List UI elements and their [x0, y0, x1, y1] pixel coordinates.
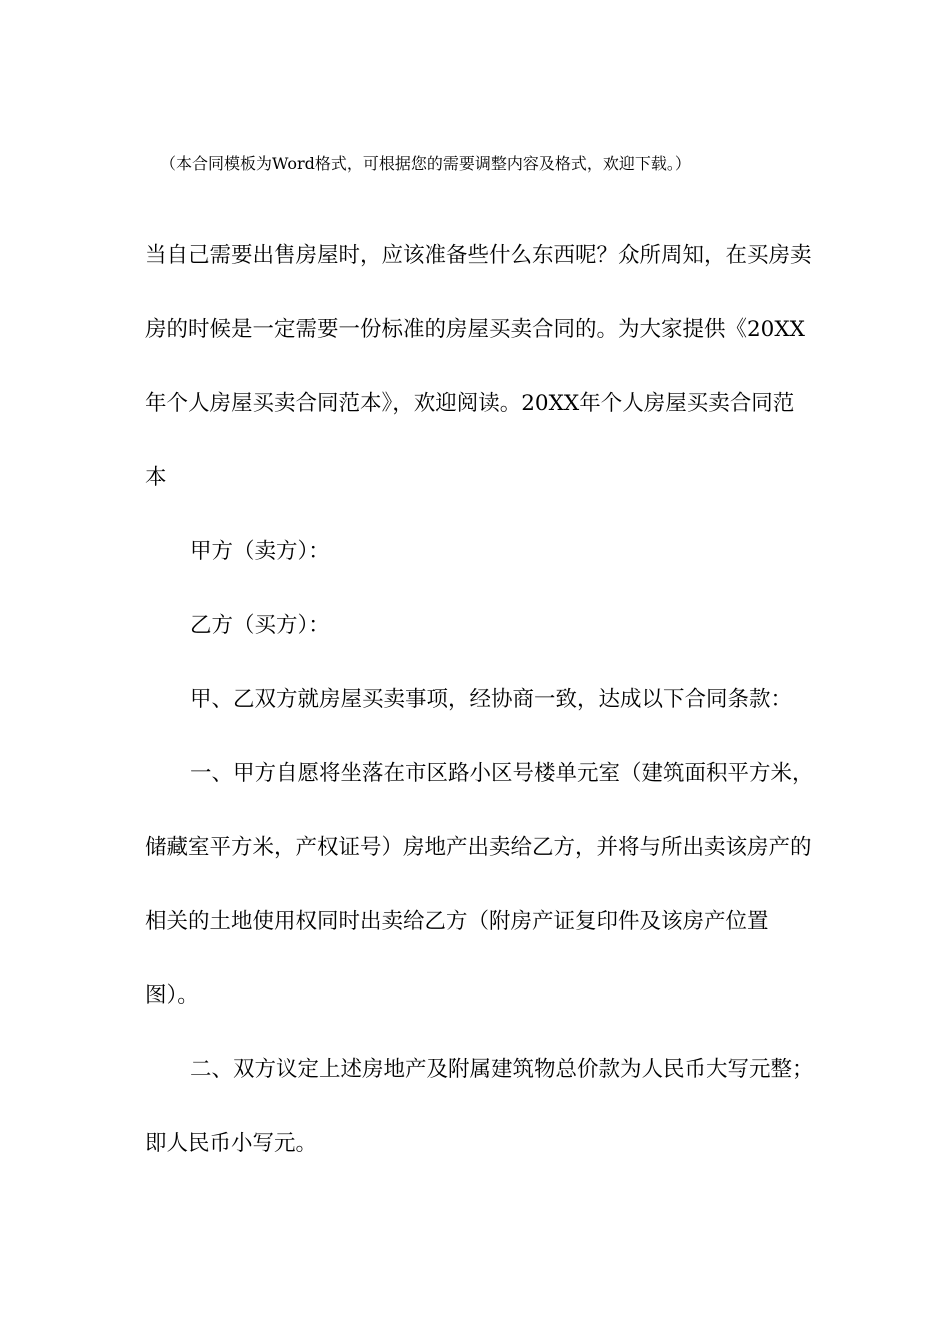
- clause-1-paragraph: 一、甲方自愿将坐落在市区路小区号楼单元室（建筑面积平方米，储藏室平方米，产权证号）房地产出卖给乙方，并将与所出卖该房产的相关的土地使用权同时出卖给乙方（附房产证复印件及该房产位置图）。: [145, 761, 814, 1008]
- party-b-line: 乙方（买方）：: [190, 613, 330, 638]
- template-note: （本合同模板为Word格式，可根据您的需要调整内容及格式，欢迎下载。）: [160, 154, 691, 173]
- party-a-line: 甲方（卖方）：: [190, 539, 330, 564]
- intro-paragraph: 当自己需要出售房屋时，应该准备些什么东西呢？众所周知，在买房卖房的时候是一定需要一份标准的房屋买卖合同的。为大家提供《20XX年个人房屋买卖合同范本》，欢迎阅读。20XX年个人房屋买卖合同范本: [145, 243, 812, 490]
- agreement-paragraph: 甲、乙双方就房屋买卖事项，经协商一致，达成以下合同条款：: [190, 687, 793, 712]
- clause-2-paragraph: 二、双方议定上述房地产及附属建筑物总价款为人民币大写元整；即人民币小写元。: [145, 1057, 814, 1156]
- document-body: [145, 219, 815, 1181]
